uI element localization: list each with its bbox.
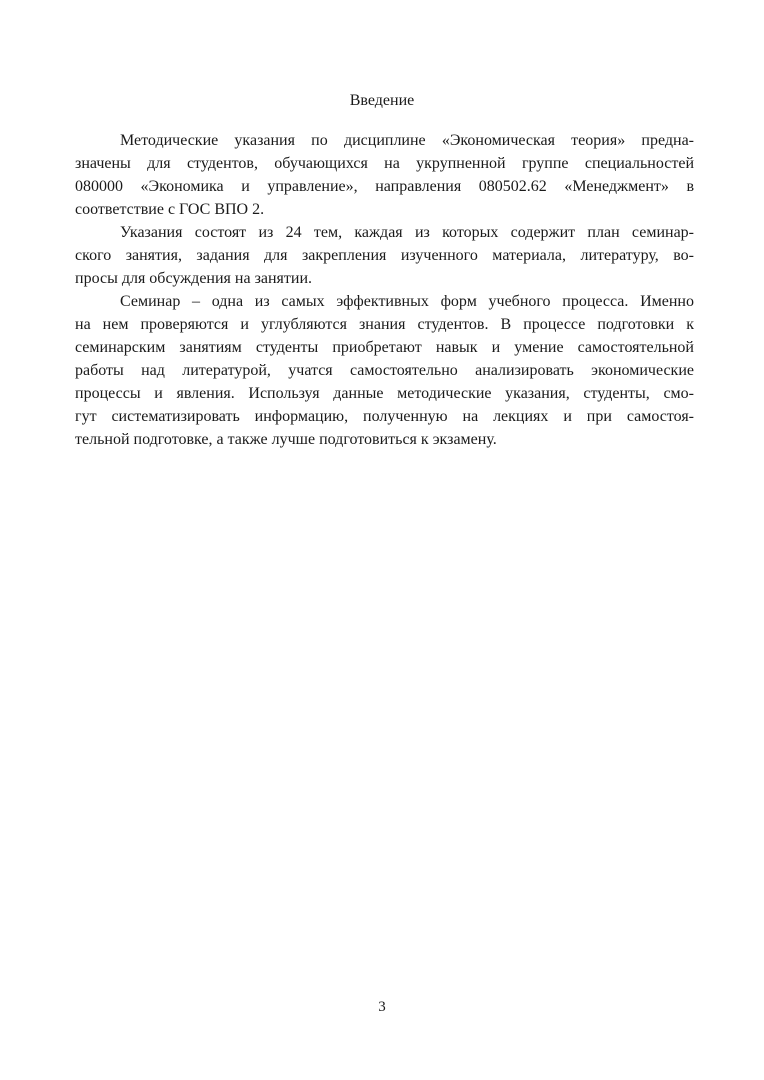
text-line: ского занятия, задания для закрепления изученного материала, литературу, во-	[75, 247, 694, 264]
text-line: соответствие с ГОС ВПО 2.	[75, 201, 265, 218]
text-line: процессы и явления. Используя данные методические указания, студенты, смо-	[75, 385, 694, 402]
text-line: 080000 «Экономика и управление», направления 080502.62 «Менеджмент» в	[75, 178, 694, 195]
page-number: 3	[378, 999, 386, 1015]
text-line: гут систематизировать информацию, полученную на лекциях и при самостоя-	[75, 408, 694, 425]
text-line: на нем проверяются и углубляются знания студентов. В процессе подготовки к	[75, 316, 694, 333]
text-line: Методические указания по дисциплине «Экономическая теория» предна-	[120, 132, 694, 149]
text-line: тельной подготовке, а также лучше подготовиться к экзамену.	[75, 431, 497, 448]
text-line: просы для обсуждения на занятии.	[75, 270, 313, 287]
text-line: семинарским занятиям студенты приобретают навык и умение самостоятельной	[75, 339, 694, 356]
text-line: Указания состоят из 24 тем, каждая из которых содержит план семинар-	[120, 224, 694, 241]
text-line: значены для студентов, обучающихся на укрупненной группе специальностей	[75, 155, 694, 172]
text-line: Семинар – одна из самых эффективных форм учебного процесса. Именно	[120, 293, 694, 310]
section-heading: Введение	[349, 92, 415, 109]
text-line: работы над литературой, учатся самостоятельно анализировать экономические	[75, 362, 694, 379]
